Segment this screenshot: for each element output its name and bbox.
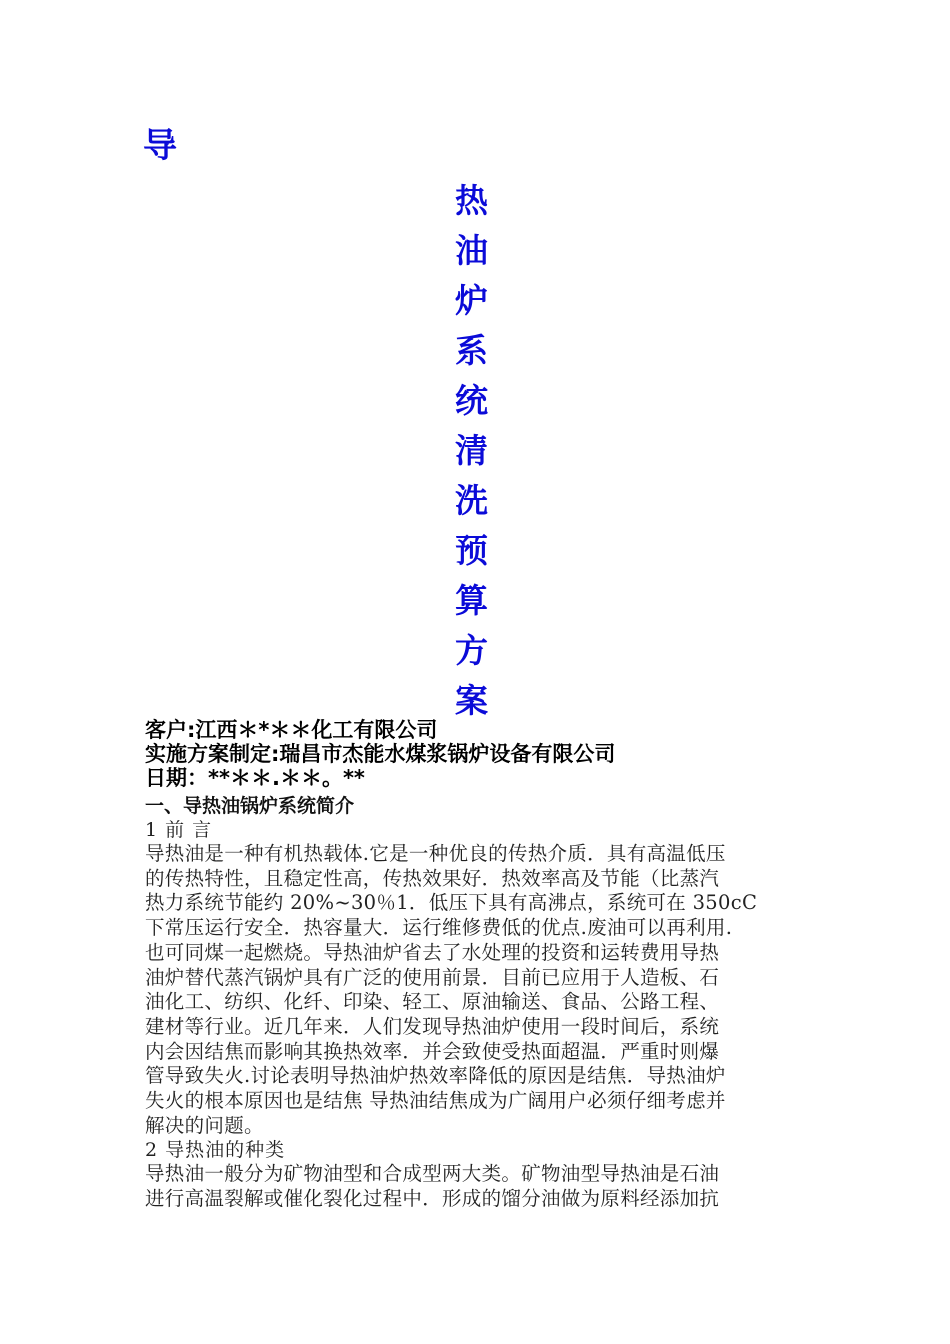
title-char: 系 bbox=[455, 331, 488, 370]
paragraph-line: 油炉替代蒸汽锅炉具有广泛的使用前景．目前已应用于人造板、石 bbox=[145, 965, 720, 989]
title-char: 清 bbox=[455, 431, 488, 470]
planner-line: 实施方案制定:瑞昌市杰能水煤浆锅炉设备有限公司 bbox=[145, 742, 616, 766]
paragraph-line: 管导致失火.讨论表明导热油炉热效率降低的原因是结焦．导热油炉 bbox=[145, 1064, 726, 1088]
paragraph-line: 进行高温裂解或催化裂化过程中．形成的馏分油做为原料经添加抗 bbox=[145, 1187, 720, 1211]
paragraph-line: 热力系统节能约 20%~30％1．低压下具有高沸点，系统可在 350cC bbox=[145, 891, 758, 915]
paragraph-line: 的传热特性，且稳定性高，传热效果好．热效率高及节能（比蒸汽 bbox=[145, 866, 720, 890]
paragraph-oil-types bbox=[145, 1162, 813, 1211]
paragraph-line: 导热油是一种有机热载体.它是一种优良的传热介质．具有高温低压 bbox=[145, 842, 726, 865]
paragraph-line: 建材等行业。近几年来．人们发现导热油炉使用一段时间后，系统 bbox=[145, 1014, 720, 1038]
document-body bbox=[145, 794, 813, 1212]
title-char: 洗 bbox=[455, 481, 488, 520]
client-line: 客户:江西＊*＊＊化工有限公司 bbox=[145, 718, 438, 742]
document-title-first-char: 导 bbox=[143, 126, 177, 166]
subsection-heading-preface: 1 前 言 bbox=[145, 819, 213, 841]
paragraph-line: 也可同煤一起燃烧。导热油炉省去了水处理的投资和运转费用导热 bbox=[145, 940, 720, 964]
title-char: 方 bbox=[455, 631, 488, 670]
document-meta bbox=[145, 718, 825, 790]
date-line: 日期：**＊＊.＊＊。** bbox=[145, 766, 365, 790]
paragraph-line: 内会因结焦而影响其换热效率．并会致使受热面超温．严重时则爆 bbox=[145, 1039, 720, 1063]
paragraph-line: 失火的根本原因也是结焦 导热油结焦成为广阔用户必须仔细考虑并 bbox=[145, 1089, 726, 1113]
section-heading: 一、导热油锅炉系统简介 bbox=[145, 795, 355, 817]
paragraph-line: 油化工、纺织、化纤、印染、轻工、原油输送、食品、公路工程、 bbox=[145, 990, 720, 1014]
title-char: 预 bbox=[455, 531, 488, 570]
title-char: 案 bbox=[455, 681, 488, 720]
title-char: 统 bbox=[455, 381, 488, 420]
subsection-heading-oil-types: 2 导热油的种类 bbox=[145, 1139, 286, 1162]
title-char: 炉 bbox=[455, 281, 488, 320]
paragraph-line: 解决的问题。 bbox=[145, 1113, 264, 1137]
paragraph-line: 下常压运行安全．热容量大．运行维修费低的优点.废油可以再利用. bbox=[145, 916, 733, 940]
title-char: 热 bbox=[455, 181, 488, 220]
paragraph-line: 导热油一般分为矿物油型和合成型两大类。矿物油型导热油是石油 bbox=[145, 1162, 720, 1186]
document-title-vertical bbox=[455, 176, 499, 726]
paragraph-preface bbox=[145, 842, 813, 1138]
title-char: 油 bbox=[455, 231, 488, 270]
title-char: 算 bbox=[455, 581, 488, 620]
